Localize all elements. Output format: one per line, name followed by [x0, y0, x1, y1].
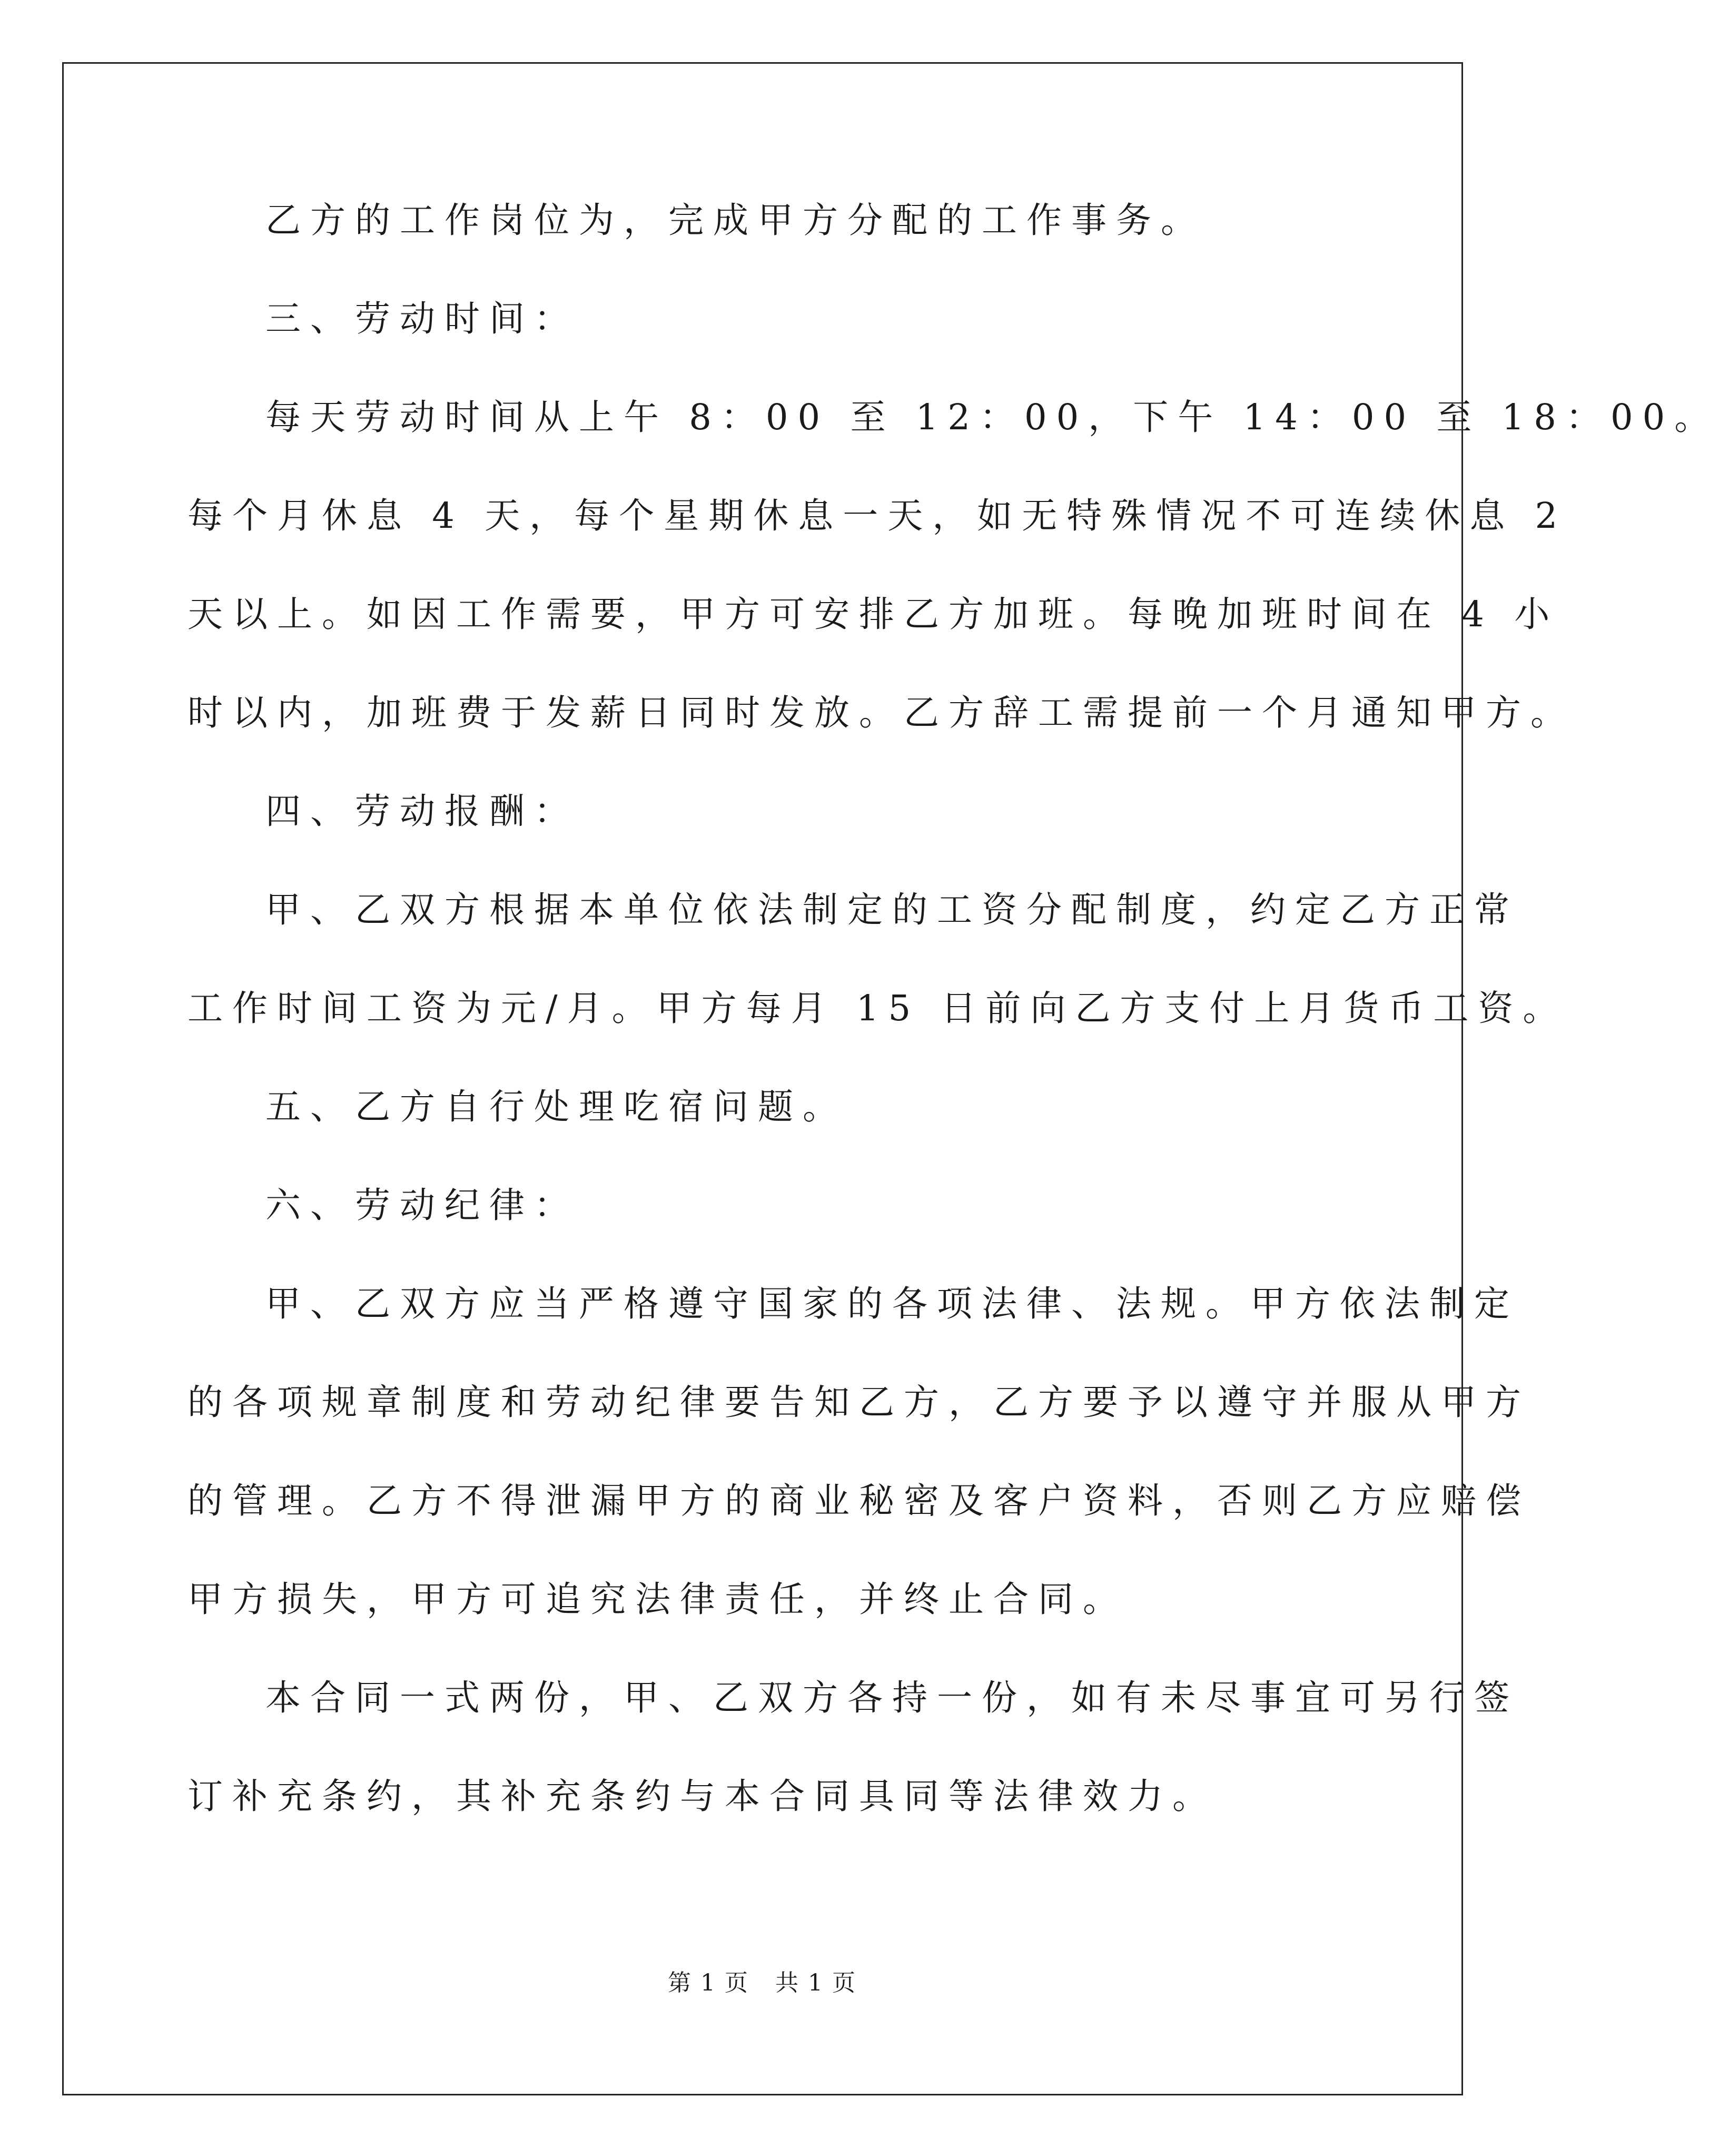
text-line: 天以上。如因工作需要，甲方可安排乙方加班。每晚加班时间在 4 小: [187, 594, 1559, 635]
text-line: 甲、乙双方根据本单位依法制定的工资分配制度，约定乙方正常: [265, 889, 1519, 930]
page-number: 第 1 页: [668, 1970, 749, 1996]
text-line: 时以内，加班费于发薪日同时发放。乙方辞工需提前一个月通知甲方。: [187, 692, 1575, 733]
text-line: 每天劳动时间从上午 8：00 至 12：00，下午 14：00 至 18：00。: [265, 397, 1719, 438]
text-line: 甲、乙双方应当严格遵守国家的各项法律、法规。甲方依法制定: [265, 1283, 1519, 1324]
page-total: 共 1 页: [775, 1970, 856, 1996]
text-line: 工作时间工资为元/月。甲方每月 15 日前向乙方支付上月货币工资。: [187, 988, 1568, 1029]
page-footer: [0, 1967, 1524, 1999]
section-heading: 五、乙方自行处理吃宿问题。: [265, 1086, 847, 1127]
text-line: 的各项规章制度和劳动纪律要告知乙方，乙方要予以遵守并服从甲方: [187, 1382, 1530, 1423]
section-heading: 三、劳动时间：: [265, 298, 579, 339]
text-line: 订补充条约，其补充条约与本合同具同等法律效力。: [187, 1776, 1217, 1817]
text-line: 每个月休息 4 天，每个星期休息一天，如无特殊情况不可连续休息 2: [187, 495, 1567, 536]
text-line: 本合同一式两份，甲、乙双方各持一份，如有未尽事宜可另行签: [265, 1677, 1519, 1718]
text-line: 的管理。乙方不得泄漏甲方的商业秘密及客户资料，否则乙方应赔偿: [187, 1480, 1530, 1521]
text-line: 乙方的工作岗位为，完成甲方分配的工作事务。: [265, 200, 1206, 241]
section-heading: 四、劳动报酬：: [265, 791, 579, 832]
text-line: 甲方损失，甲方可追究法律责任，并终止合同。: [187, 1579, 1128, 1620]
section-heading: 六、劳动纪律：: [265, 1185, 579, 1226]
